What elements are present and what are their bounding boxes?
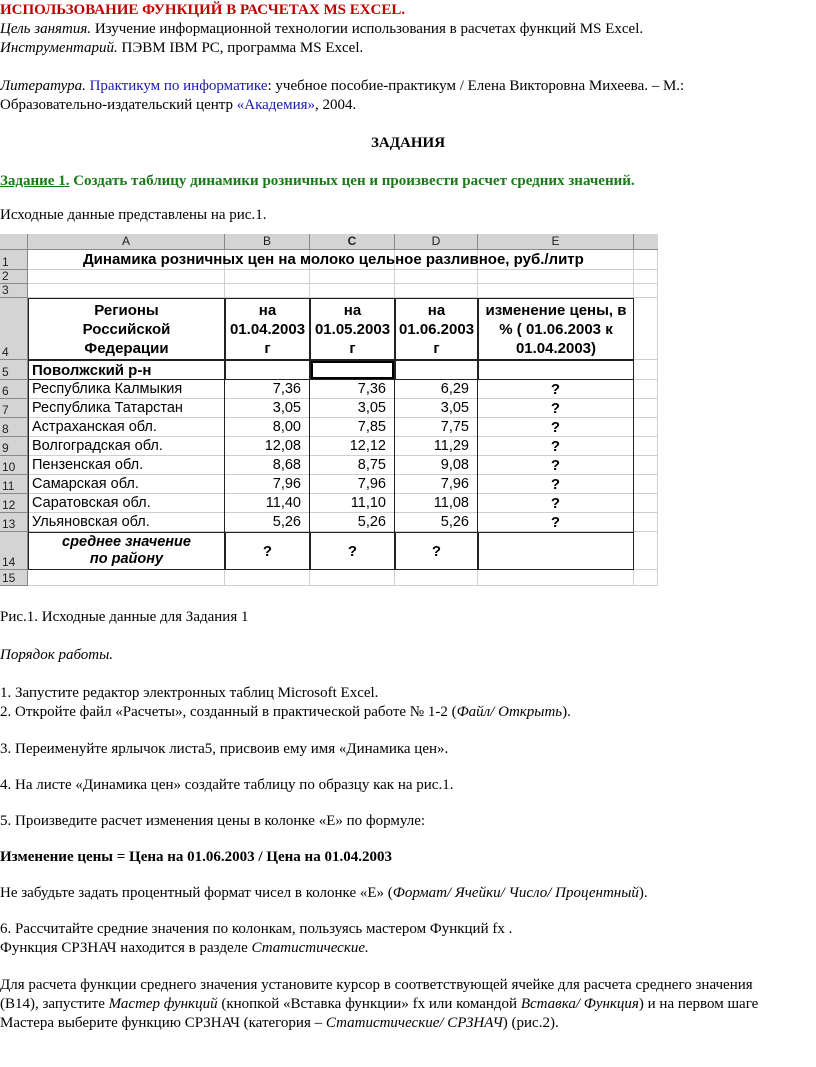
grid-cell: [478, 284, 634, 298]
column-header-b: B: [225, 234, 310, 250]
price-cell-d: 3,05: [395, 399, 478, 418]
price-cell-c: 3,05: [310, 399, 395, 418]
grid-cell: [310, 284, 395, 298]
grid-cell: [310, 270, 395, 284]
paragraph-line-3: [0, 1015, 559, 1032]
price-cell-c: 5,26: [310, 513, 395, 532]
paragraph-line-2-a: (В14), запустите: [0, 996, 109, 1012]
percent-note: [0, 885, 648, 902]
grid-cell: [634, 418, 658, 437]
price-cell-c: 7,85: [310, 418, 395, 437]
active-cell[interactable]: [310, 360, 395, 380]
tools-label: Инструментарий.: [0, 40, 118, 56]
step-3: 3. Переименуйте ярлычок листа5, присвоив ему имя «Динамика цен».: [0, 741, 449, 757]
source-text: Исходные данные представлены на рис.1.: [0, 207, 267, 223]
column-header-e: E: [478, 234, 634, 250]
literature-text-1: : учебное пособие-практикум / Елена Викторовна Михеева. – М.:: [267, 78, 685, 94]
price-cell-d: 11,29: [395, 437, 478, 456]
row-header-8: 8: [0, 418, 28, 437]
change-cell: ?: [478, 437, 634, 456]
literature-line: [0, 78, 684, 95]
row-header-13: 13: [0, 513, 28, 532]
group-cell: [225, 360, 310, 380]
procedure-label: Порядок работы.: [0, 647, 114, 663]
grid-cell: [478, 270, 634, 284]
price-cell-b: 8,68: [225, 456, 310, 475]
column-header-c: C: [310, 234, 395, 250]
row-header-1: 1: [0, 250, 28, 270]
region-cell: Республика Калмыкия: [28, 380, 225, 399]
column-header-a: A: [28, 234, 225, 250]
row-header-15: 15: [0, 570, 28, 586]
group-cell: [478, 360, 634, 380]
header-c: на 01.05.2003 г: [310, 298, 395, 360]
price-cell-c: 12,12: [310, 437, 395, 456]
region-cell: Самарская обл.: [28, 475, 225, 494]
figure-caption: Рис.1. Исходные данные для Задания 1: [0, 609, 249, 625]
paragraph-line-3-category: Статистические/ СРЗНАЧ: [325, 1015, 503, 1031]
price-cell-b: 11,40: [225, 494, 310, 513]
grid-cell: [395, 270, 478, 284]
row-header-12: 12: [0, 494, 28, 513]
change-cell: ?: [478, 513, 634, 532]
grid-cell: [634, 570, 658, 586]
row-header-10: 10: [0, 456, 28, 475]
literature-text-3: , 2004.: [315, 97, 357, 113]
step-2: [0, 704, 571, 721]
change-cell: ?: [478, 456, 634, 475]
price-cell-c: 7,36: [310, 380, 395, 399]
paragraph-line-2-c: ) и на первом шаге: [638, 996, 759, 1012]
price-cell-b: 3,05: [225, 399, 310, 418]
change-cell: ?: [478, 418, 634, 437]
grid-cell: [634, 532, 658, 570]
change-cell: ?: [478, 475, 634, 494]
step-2-menu: Файл/ Открыть: [456, 704, 563, 720]
task1-label: Задание 1.: [0, 173, 70, 189]
literature-text-2: Образовательно-издательский центр: [0, 97, 237, 113]
paragraph-line-3-b: ) (рис.2).: [502, 1015, 559, 1031]
step-5: 5. Произведите расчет изменения цены в колонке «Е» по формуле:: [0, 813, 426, 829]
step-6-line-2: [0, 940, 369, 957]
grid-cell: [395, 570, 478, 586]
grid-cell: [28, 570, 225, 586]
price-cell-b: 5,26: [225, 513, 310, 532]
row-header-7: 7: [0, 399, 28, 418]
grid-cell: [478, 570, 634, 586]
header-d: на 01.06.2003 г: [395, 298, 478, 360]
grid-cell: [28, 284, 225, 298]
row-header-11: 11: [0, 475, 28, 494]
row-header-4: 4: [0, 298, 28, 360]
literature-line-2: [0, 97, 356, 114]
price-cell-d: 7,75: [395, 418, 478, 437]
grid-cell: [634, 494, 658, 513]
step-4: 4. На листе «Динамика цен» создайте таблицу по образцу как на рис.1.: [0, 777, 454, 793]
change-cell: ?: [478, 494, 634, 513]
region-cell: Астраханская обл.: [28, 418, 225, 437]
tasks-heading: ЗАДАНИЯ: [370, 135, 446, 151]
region-cell: Саратовская обл.: [28, 494, 225, 513]
goal-text: Изучение информационной технологии использования в расчетах функций MS Excel.: [91, 21, 644, 37]
price-cell-b: 7,36: [225, 380, 310, 399]
change-cell: ?: [478, 380, 634, 399]
step-2-end: ).: [562, 704, 571, 720]
spreadsheet-figure: [0, 234, 658, 588]
paragraph-line-1: Для расчета функции среднего значения установите курсор в соответствующей ячейке для расчета среднего значения: [0, 977, 753, 993]
paragraph-line-2-wizard: Мастер функций: [108, 996, 218, 1012]
percent-note-end: ).: [638, 885, 648, 901]
row-header-3: 3: [0, 284, 28, 298]
grid-cell: [634, 250, 658, 270]
price-cell-c: 7,96: [310, 475, 395, 494]
grid-cell: [634, 284, 658, 298]
grid-cell: [28, 270, 225, 284]
region-cell: Ульяновская обл.: [28, 513, 225, 532]
grid-cell: [634, 399, 658, 418]
average-cell-e: [478, 532, 634, 570]
paragraph-line-2-menu: Вставка/ Функция: [520, 996, 639, 1012]
goal-label: Цель занятия.: [0, 21, 92, 37]
grid-cell: [225, 270, 310, 284]
grid-cell: [225, 570, 310, 586]
paragraph-line-2-b: (кнопкой «Вставка функции» fx или командой: [217, 996, 521, 1012]
column-header-f: [634, 234, 658, 250]
paragraph-line-3-a: Мастера выберите функцию СРЗНАЧ (категория –: [0, 1015, 326, 1031]
literature-label: Литература.: [0, 78, 86, 94]
region-cell: Республика Татарстан: [28, 399, 225, 418]
step-6-category: Статистические.: [251, 940, 369, 956]
column-header-d: D: [395, 234, 478, 250]
price-cell-b: 12,08: [225, 437, 310, 456]
practicum-link[interactable]: Практикум по информатике: [89, 78, 268, 94]
select-all-corner: [0, 234, 28, 250]
grid-cell: [634, 298, 658, 360]
step-6-line-1: 6. Рассчитайте средние значения по колонкам, пользуясь мастером Функций fx .: [0, 921, 513, 937]
step-6-text: Функция СРЗНАЧ находится в разделе: [0, 940, 252, 956]
tools-line: [0, 40, 363, 57]
grid-cell: [225, 284, 310, 298]
price-cell-b: 8,00: [225, 418, 310, 437]
table-title: Динамика розничных цен на молоко цельное разливное, руб./литр: [83, 251, 584, 268]
grid-cell: [395, 284, 478, 298]
task1-text: Создать таблицу динамики розничных цен и произвести расчет средних значений.: [69, 173, 635, 189]
header-b: на 01.04.2003 г: [225, 298, 310, 360]
average-cell-c: ?: [310, 532, 395, 570]
grid-cell: [310, 570, 395, 586]
price-cell-d: 11,08: [395, 494, 478, 513]
academia-link[interactable]: «Академия»: [236, 97, 316, 113]
percent-note-menu: Формат/ Ячейки/ Число/ Процентный: [392, 885, 639, 901]
paragraph-line-2: [0, 996, 758, 1013]
grid-cell: [634, 437, 658, 456]
price-cell-d: 5,26: [395, 513, 478, 532]
price-cell-c: 11,10: [310, 494, 395, 513]
row-header-6: 6: [0, 380, 28, 399]
region-cell: Волгоградская обл.: [28, 437, 225, 456]
group-label: Поволжский р-н: [28, 360, 225, 380]
price-cell-c: 8,75: [310, 456, 395, 475]
row-header-14: 14: [0, 532, 28, 570]
step-1: 1. Запустите редактор электронных таблиц Microsoft Excel.: [0, 685, 379, 701]
formula: Изменение цены = Цена на 01.06.2003 / Цена на 01.04.2003: [0, 849, 392, 865]
row-header-9: 9: [0, 437, 28, 456]
price-cell-d: 6,29: [395, 380, 478, 399]
average-cell-d: ?: [395, 532, 478, 570]
header-e: изменение цены, в % ( 01.06.2003 к 01.04.2003): [478, 298, 634, 360]
group-cell: [395, 360, 478, 380]
task1-heading: [0, 173, 635, 190]
change-cell: ?: [478, 399, 634, 418]
percent-note-text: Не забудьте задать процентный формат чисел в колонке «Е» (: [0, 885, 393, 901]
price-cell-d: 9,08: [395, 456, 478, 475]
goal-line: [0, 21, 643, 38]
header-region: Регионы Российской Федерации: [28, 298, 225, 360]
row-header-5: 5: [0, 360, 28, 380]
grid-cell: [634, 513, 658, 532]
average-cell-b: ?: [225, 532, 310, 570]
grid-cell: [634, 456, 658, 475]
average-label: среднее значение по району: [28, 532, 225, 570]
region-cell: Пензенская обл.: [28, 456, 225, 475]
document-title: ИСПОЛЬЗОВАНИЕ ФУНКЦИЙ В РАСЧЕТАХ MS EXCEL.: [0, 2, 406, 18]
grid-cell: [634, 475, 658, 494]
grid-cell: [634, 360, 658, 380]
price-cell-d: 7,96: [395, 475, 478, 494]
step-2-text: 2. Откройте файл «Расчеты», созданный в практической работе № 1-2 (: [0, 704, 457, 720]
price-cell-b: 7,96: [225, 475, 310, 494]
grid-cell: [634, 380, 658, 399]
grid-cell: [634, 270, 658, 284]
tools-text: ПЭВМ IBM PC, программа MS Excel.: [117, 40, 364, 56]
row-header-2: 2: [0, 270, 28, 284]
